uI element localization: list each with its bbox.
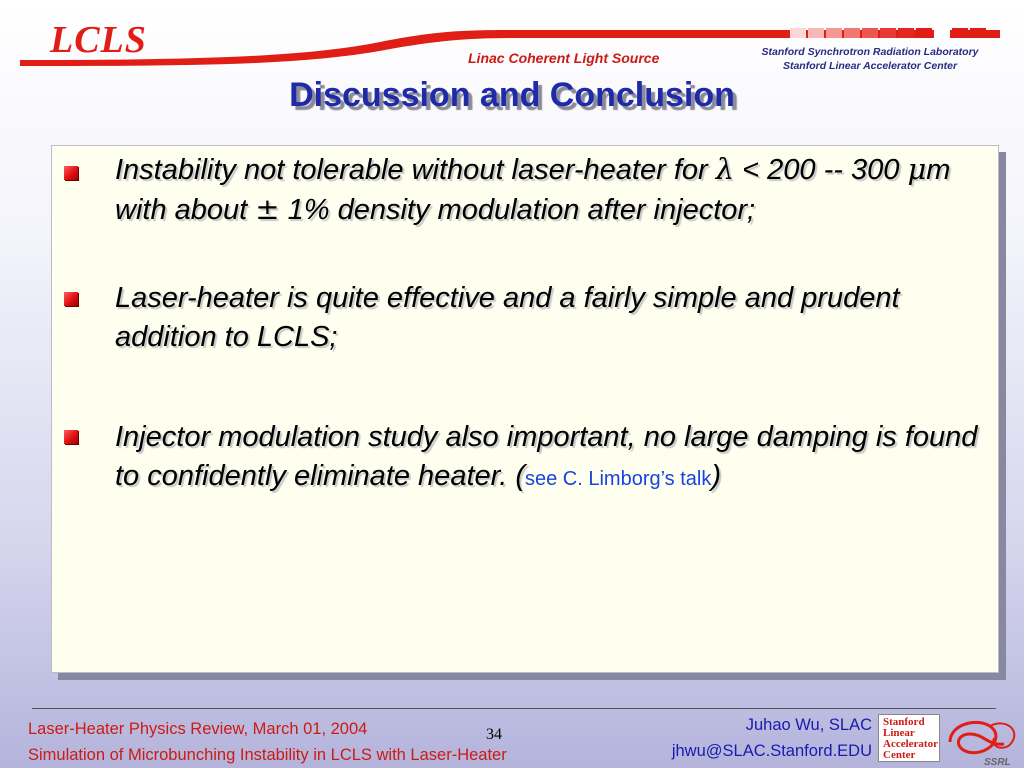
bullet-3-close: ): [711, 460, 722, 492]
organization-line-1: Stanford Synchrotron Radiation Laboratory: [761, 46, 979, 58]
ssrl-logo: [944, 712, 1022, 768]
slac-logo-line: Linear: [883, 727, 915, 739]
bullet-1-text-part: 1% density modulation after injector;: [279, 194, 756, 226]
footer-right: [672, 712, 872, 764]
page-number: 34: [486, 726, 502, 743]
slac-logo: [878, 714, 940, 762]
bullet-1-text-part: < 200 -- 300: [734, 154, 908, 186]
bullet-item-2: Laser-heater is quite effective and a fairly simple and prudent addition to LCLS;: [115, 282, 900, 353]
bullet-item-3: [115, 418, 990, 499]
bullet-icon: [64, 166, 78, 180]
header-subtitle: Linac Coherent Light Source: [468, 50, 660, 66]
lcls-logo: LCLS: [50, 19, 147, 61]
slac-logo-line: Center: [883, 749, 916, 761]
bullet-icon: [64, 292, 78, 306]
talk-reference: see C. Limborg’s talk: [524, 468, 712, 490]
slide-title: Discussion and Conclusion: [289, 76, 735, 114]
svg-text:SSRL: SSRL: [984, 757, 1011, 768]
footer-email: jhwu@SLAC.Stanford.EDU: [671, 742, 872, 760]
slac-logo-line: Accelerator: [883, 738, 938, 750]
footer-event: Laser-Heater Physics Review, March 01, 2004: [28, 720, 368, 738]
slac-logo-line: Stanford: [883, 716, 925, 728]
bullet-1-text-part: m with about: [115, 154, 951, 226]
footer-author: Juhao Wu, SLAC: [745, 716, 872, 734]
bullet-item-1: [115, 150, 990, 230]
bullet-3-text: Injector modulation study also important, no large damping is found to confidently eliminate heater. (: [115, 421, 978, 492]
footer-divider: [32, 708, 996, 709]
footer-left: [28, 716, 507, 768]
bullet-icon: [64, 430, 78, 444]
header-organization: [748, 45, 992, 73]
mu-symbol: μ: [907, 152, 927, 186]
lambda-symbol: λ: [715, 152, 735, 186]
organization-line-2: Stanford Linear Accelerator Center: [782, 60, 958, 72]
header-stripes: [790, 28, 988, 38]
bullet-1-text-part: Instability not tolerable without laser-heater for: [115, 154, 716, 186]
plus-minus-symbol: ±: [255, 192, 280, 226]
footer-talk-title: Simulation of Microbunching Instability in LCLS with Laser-Heater: [28, 746, 507, 764]
